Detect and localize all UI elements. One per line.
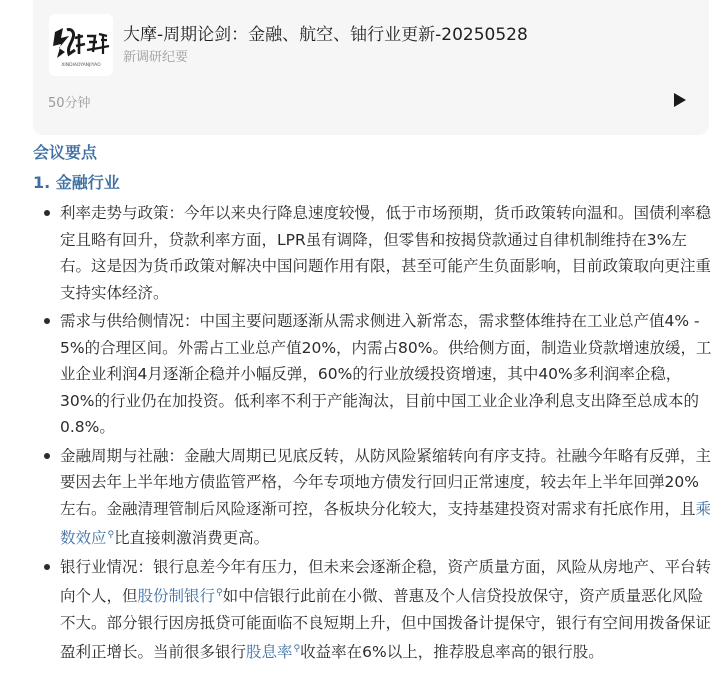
sub-title: 1. 金融行业 [33, 173, 120, 192]
bullet-text: 比直接刺激消费更高。 [114, 529, 270, 548]
bullet-text: 金融周期与社融：金融大周期已见底反转，从防风险紧缩转向有序支持。社融今年略有反弹，主要因去年上半年地方债监管严格，今年专项地方债发行回归正常速度，较去年上半年回弹20%左右。金融清理管制后风险逐渐可控，各板块分化较大，支持基建投资对需求有托底作用，且 [60, 446, 712, 518]
term-link-joint-stock-bank[interactable]: 股份制银行 [137, 587, 216, 606]
list-item [38, 443, 714, 552]
logo [49, 14, 113, 76]
bullet-list [38, 200, 714, 668]
term-link-dividend-yield[interactable]: 股息率 [246, 643, 293, 662]
bullet-text: 需求与供给侧情况：中国主要问题逐渐从需求侧进入新常态，需求整体维持在工业总产值4% - 5%的合理区间。外需占工业总产值20%，内需占80%。供给侧方面，制造业贷款增速放缓，工业企业利润4月逐渐企稳并小幅反弹，60%的行业放缓投资增速，其中40%多利润率企稳，30%的行业仍在加投资。低利率不利于产能淘汰，目前中国工业企业净利息支出降至总成本的0.8%。 [60, 312, 712, 436]
bullet-text: 银行业情况：银行息差今年有压力，但未来会逐渐企稳，资产质量方面，风险从房地产、平台转向个人，但 [60, 557, 712, 606]
term-link-multiplier-effect[interactable]: 乘数效应 [60, 499, 712, 548]
play-icon[interactable] [669, 90, 689, 110]
bullet-dot [44, 564, 50, 570]
source-label: 新调研纪要 [123, 50, 189, 65]
meeting-title: 大摩-周期论剑：金融、航空、铀行业更新-20250528 [123, 25, 528, 45]
search-icon[interactable]: ⚲ [107, 530, 115, 540]
search-icon[interactable]: ⚲ [293, 644, 301, 655]
bullet-dot [44, 453, 50, 459]
bullet-dot [44, 318, 50, 324]
bullet-text: 如中信银行此前在小微、普惠及个人信贷投放保守，资产质量恶化风险不大。部分银行因房抵贷可能面临不良短期上升，但中国拨备计提保守，银行有空间用拨备保证盈利正增长。当前很多银行 [60, 587, 712, 662]
duration-label: 50分钟 [48, 96, 91, 111]
search-icon[interactable]: ⚲ [216, 588, 223, 599]
svg-text:XINDIAOYANJIYAO: XINDIAOYANJIYAO [61, 63, 101, 68]
section-title: 会议要点 [33, 143, 98, 162]
audio-card[interactable] [33, 0, 709, 135]
list-item [38, 554, 714, 666]
logo-image [49, 14, 113, 76]
bullet-text: 利率走势与政策：今年以来央行降息速度较慢，低于市场预期，货币政策转向温和。国债利率稳定且略有回升，贷款利率方面，LPR虽有调降，但零售和按揭贷款通过自律机制维持在3%左右。这是因为货币政策对解决中国问题作用有限，甚至可能产生负面影响，目前政策取向更注重支持实体经济。 [60, 204, 712, 302]
list-item [38, 200, 714, 306]
bullet-dot [44, 210, 50, 216]
list-item [38, 308, 714, 441]
play-button[interactable] [669, 90, 689, 110]
bullet-text: 收益率在6%以上，推荐股息率高的银行股。 [300, 643, 604, 662]
